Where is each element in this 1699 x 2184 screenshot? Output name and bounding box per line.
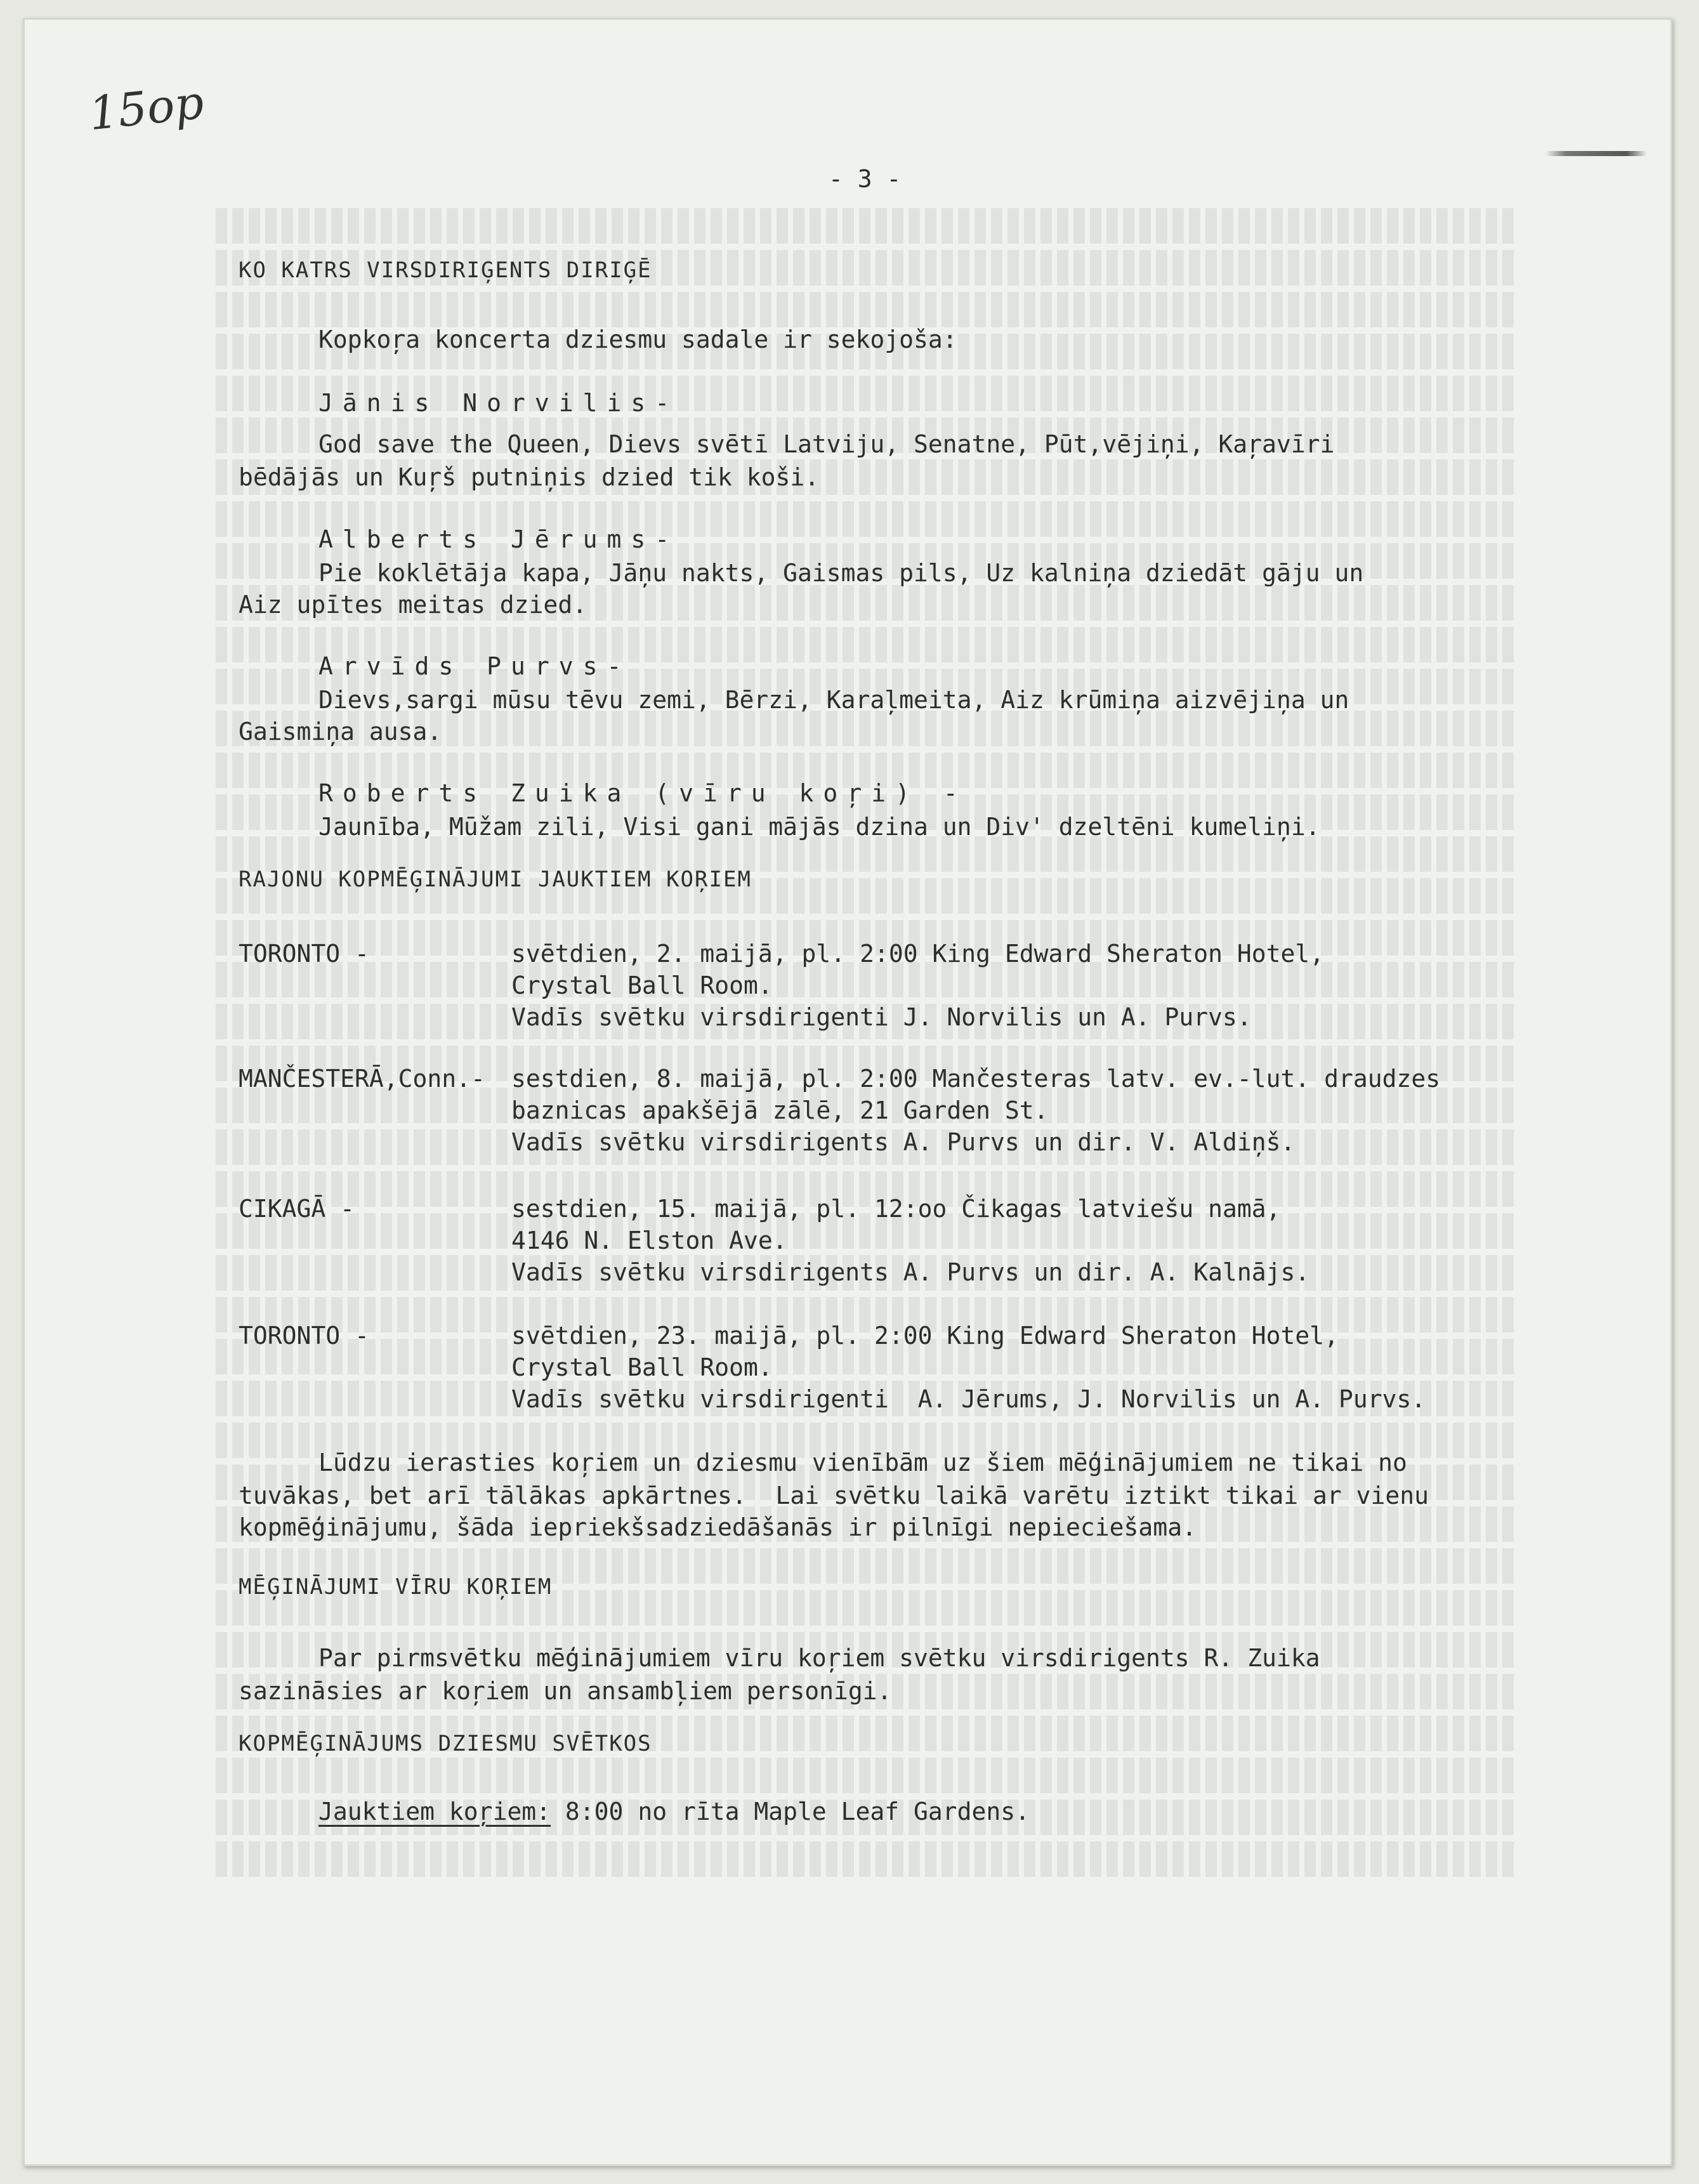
conductor-name: Alberts Jērums- — [318, 525, 679, 553]
rehearsal-time: 8:00 no rīta Maple Leaf Gardens. — [551, 1798, 1030, 1825]
rehearsal-place: CIKAGĀ - — [239, 1195, 355, 1223]
conductor-name: Roberts Zuika (vīru koŗi) - — [318, 779, 968, 807]
intro-text: Kopkoŗa koncerta dziesmu sadale ir sekojoša: — [318, 326, 957, 353]
song-list-line: Aiz upītes meitas dzied. — [239, 591, 587, 619]
section-heading: KO KATRS VIRSDIRIĢENTS DIRIĢĒ — [239, 258, 652, 283]
rehearsal-detail: svētdien, 2. maijā, pl. 2:00 King Edward Sheraton Hotel, — [511, 940, 1325, 968]
underlined-label: Jauktiem koŗiem: — [318, 1798, 551, 1825]
document-page — [23, 18, 1672, 2166]
handwritten-note: 15op — [86, 75, 206, 141]
rehearsal-detail: baznicas apakšējā zālē, 21 Garden St. — [511, 1096, 1049, 1124]
rehearsal-line — [318, 1798, 1030, 1825]
conductor-name: Arvīds Purvs- — [318, 652, 631, 680]
section-heading: MĒĢINĀJUMI VĪRU KOŖIEM — [239, 1574, 553, 1600]
rehearsal-place: MANČESTERĀ,Conn.- — [239, 1065, 485, 1093]
song-list-line: bēdājās un Kuŗš putniņis dzied tik koši. — [239, 463, 820, 491]
rehearsal-detail: svētdien, 23. maijā, pl. 2:00 King Edward Sheraton Hotel, — [511, 1322, 1339, 1350]
rehearsal-detail: 4146 N. Elston Ave. — [511, 1227, 787, 1254]
closing-paragraph-line: Lūdzu ierasties koŗiem un dziesmu vienībām uz šiem mēģinājumiem ne tikai no — [318, 1449, 1407, 1477]
rehearsal-place: TORONTO - — [239, 940, 369, 968]
closing-paragraph-line: tuvākas, bet arī tālākas apkārtnes. Lai svētku laikā varētu iztikt tikai ar vienu — [239, 1482, 1429, 1510]
song-list-line: Dievs,sargi mūsu tēvu zemi, Bērzi, Karaļmeita, Aiz krūmiņa aizvējiņa un — [318, 686, 1349, 714]
rehearsal-detail: Vadīs svētku virsdirigents A. Purvs un dir. V. Aldiņš. — [511, 1128, 1296, 1156]
rehearsal-detail: Vadīs svētku virsdirigenti A. Jērums, J. Norvilis un A. Purvs. — [511, 1385, 1426, 1413]
song-list-line: Pie koklētāja kapa, Jāņu nakts, Gaismas pils, Uz kalniņa dziedāt gāju un — [318, 559, 1364, 587]
rehearsal-detail: Vadīs svētku virsdirigents A. Purvs un dir. A. Kalnājs. — [511, 1258, 1310, 1286]
song-list-line: Gaismiņa ausa. — [239, 718, 442, 746]
rehearsal-place: TORONTO - — [239, 1322, 369, 1350]
rehearsal-detail: sestdien, 15. maijā, pl. 12:oo Čikagas latviešu namā, — [511, 1195, 1281, 1223]
page-number: - 3 - — [829, 165, 902, 193]
section-heading: KOPMĒĢINĀJUMS DZIESMU SVĒTKOS — [239, 1731, 652, 1756]
rehearsal-detail: sestdien, 8. maijā, pl. 2:00 Mančesteras latv. ev.-lut. draudzes — [511, 1065, 1441, 1093]
song-list-line: God save the Queen, Dievs svētī Latviju, Senatne, Pūt,vējiņi, Kaŗavīri — [318, 430, 1335, 458]
song-list-line: Jaunība, Mūžam zili, Visi gani mājās dzina un Div' dzeltēni kumeliņi. — [318, 813, 1320, 841]
closing-paragraph-line: kopmēģinājumu, šāda iepriekšsadziedāšanās ir pilnīgi nepieciešama. — [239, 1513, 1197, 1541]
rehearsal-detail: Crystal Ball Room. — [511, 971, 773, 999]
paragraph-line: sazināsies ar koŗiem un ansambļiem personīgi. — [239, 1677, 892, 1705]
section-heading: RAJONU KOPMĒĢINĀJUMI JAUKTIEM KOŖIEM — [239, 867, 752, 892]
rehearsal-detail: Crystal Ball Room. — [511, 1353, 773, 1381]
rehearsal-detail: Vadīs svētku virsdirigenti J. Norvilis un A. Purvs. — [511, 1003, 1252, 1031]
conductor-name: Jānis Norvilis- — [318, 389, 679, 417]
paragraph-line: Par pirmsvētku mēģinājumiem vīru koŗiem svētku virsdirigents R. Zuika — [318, 1644, 1320, 1672]
ink-mark — [1545, 151, 1647, 156]
